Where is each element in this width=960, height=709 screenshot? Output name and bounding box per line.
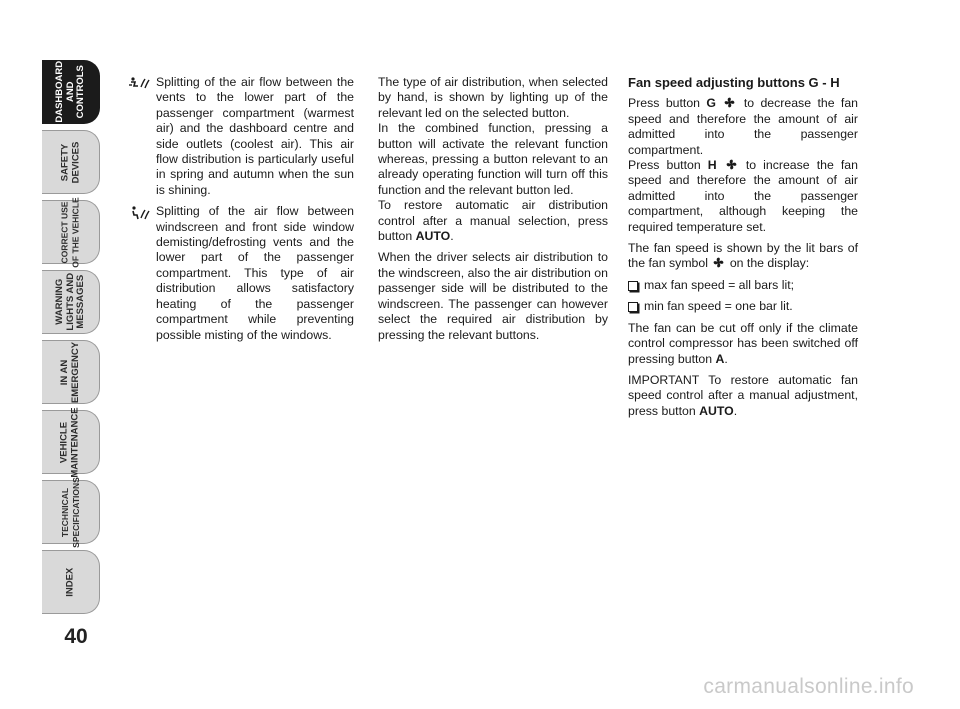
list-item-text: max fan speed = all bars lit;: [644, 277, 795, 292]
paragraph-text: on the display:: [729, 256, 810, 271]
tab-dashboard-and-controls[interactable]: [42, 60, 100, 124]
button-a-label: A: [715, 351, 725, 366]
checkbox-bullet-icon: [628, 302, 638, 312]
fan-icon: [724, 97, 735, 108]
mode-description: Splitting of the air flow between the vents to the lower part of the passenger compartment (warmest air) and the dashboard centre and side outlets (coolest air). This air flow distribution is particularly useful in spring and autumn when the sun is shining.: [156, 75, 354, 197]
paragraph: [628, 96, 858, 158]
paragraph-text: Press button: [628, 96, 701, 111]
section-heading: Fan speed adjusting buttons G - H: [628, 75, 840, 90]
tab-label: IN AN EMERGENCY: [59, 341, 81, 403]
tab-label: VEHICLE MAINTENANCE: [59, 406, 81, 478]
column-3: [628, 75, 858, 425]
mode-item: [128, 204, 354, 343]
paragraph-text: To restore automatic air distribution control after a manual selection, press button: [378, 198, 608, 244]
list-item: [628, 278, 858, 293]
mode-description: Splitting of the air flow between windscreen and front side window demisting/defrosting vents and the lower part of the passenger compartment. This type of air distribution allows satisfactory heating of the passenger compartment while preventing possible misting of the windows.: [156, 204, 354, 342]
fan-icon: [726, 159, 737, 170]
paragraph-text: IMPORTANT To restore automatic fan speed control after a manual adjustment, press button: [628, 372, 858, 418]
paragraph-text: The fan speed is shown by the lit bars of the fan symbol: [628, 241, 858, 271]
tab-label: INDEX: [64, 567, 76, 597]
tab-label: DASHBOARD AND CONTROLS: [53, 61, 86, 123]
tab-vehicle-maintenance[interactable]: [42, 406, 100, 478]
paragraph: [378, 198, 608, 244]
paragraph: When the driver selects air distribution to the windscreen, also the air distribution on passenger side will be distributed to the windscreen. The passenger can however select the required air distribution by pressing the relevant buttons.: [378, 250, 608, 342]
paragraph: [628, 158, 858, 235]
paragraph: [628, 321, 858, 367]
button-g-label: G: [706, 96, 716, 111]
paragraph: The type of air distribution, when selected by hand, is shown by lighting up of the relevant led on the selected button.: [378, 75, 608, 120]
list-item: [628, 299, 858, 314]
tab-label: TECHNICAL SPECIFICATIONS: [60, 476, 81, 548]
paragraph-text: Press button: [628, 158, 701, 173]
list-item-text: min fan speed = one bar lit.: [644, 299, 793, 314]
paragraph-text: .: [733, 403, 738, 418]
watermark: carmanualsonline.info: [703, 675, 914, 698]
windscreen-feet-airflow-icon: [128, 204, 156, 224]
vents-feet-airflow-icon: [128, 75, 156, 95]
paragraph-text: .: [724, 351, 728, 366]
paragraph-text: The fan can be cut off only if the climate control compressor has been switched off pressing button: [628, 320, 858, 366]
tab-warning-lights[interactable]: [42, 270, 100, 334]
tab-index[interactable]: [42, 550, 100, 614]
tab-safety-devices[interactable]: [42, 130, 100, 194]
column-2: [378, 75, 608, 349]
tab-technical-specifications[interactable]: [42, 476, 100, 548]
tab-label: CORRECT USE OF THE VEHICLE: [60, 196, 81, 268]
auto-button-label: AUTO: [415, 229, 451, 244]
auto-button-label: AUTO: [699, 403, 734, 418]
checkbox-bullet-icon: [628, 281, 638, 291]
button-h-label: H: [707, 158, 717, 173]
paragraph-text: to increase the fan speed and therefore the amount of air admitted into the passenger compartment, although keeping the required temperature set.: [628, 158, 858, 234]
paragraph-text: to decrease the fan speed and therefore the amount of air admitted into the passenger compartment.: [628, 96, 859, 157]
tab-in-an-emergency[interactable]: [42, 340, 100, 404]
tab-label: SAFETY DEVICES: [59, 141, 81, 183]
tab-correct-use[interactable]: [42, 196, 100, 268]
paragraph: [628, 373, 858, 419]
column-1: [128, 75, 354, 349]
paragraph-text: .: [450, 229, 454, 244]
mode-item: [128, 75, 354, 198]
tab-label: WARNING LIGHTS AND MESSAGES: [53, 273, 86, 331]
paragraph: [628, 241, 858, 272]
paragraph: In the combined function, pressing a button will activate the relevant function whereas, pressing a button relevant to an already operating function will turn off this function and the relevant button led.: [378, 121, 608, 197]
fan-icon: [713, 257, 724, 268]
page-number: 40: [64, 625, 88, 648]
